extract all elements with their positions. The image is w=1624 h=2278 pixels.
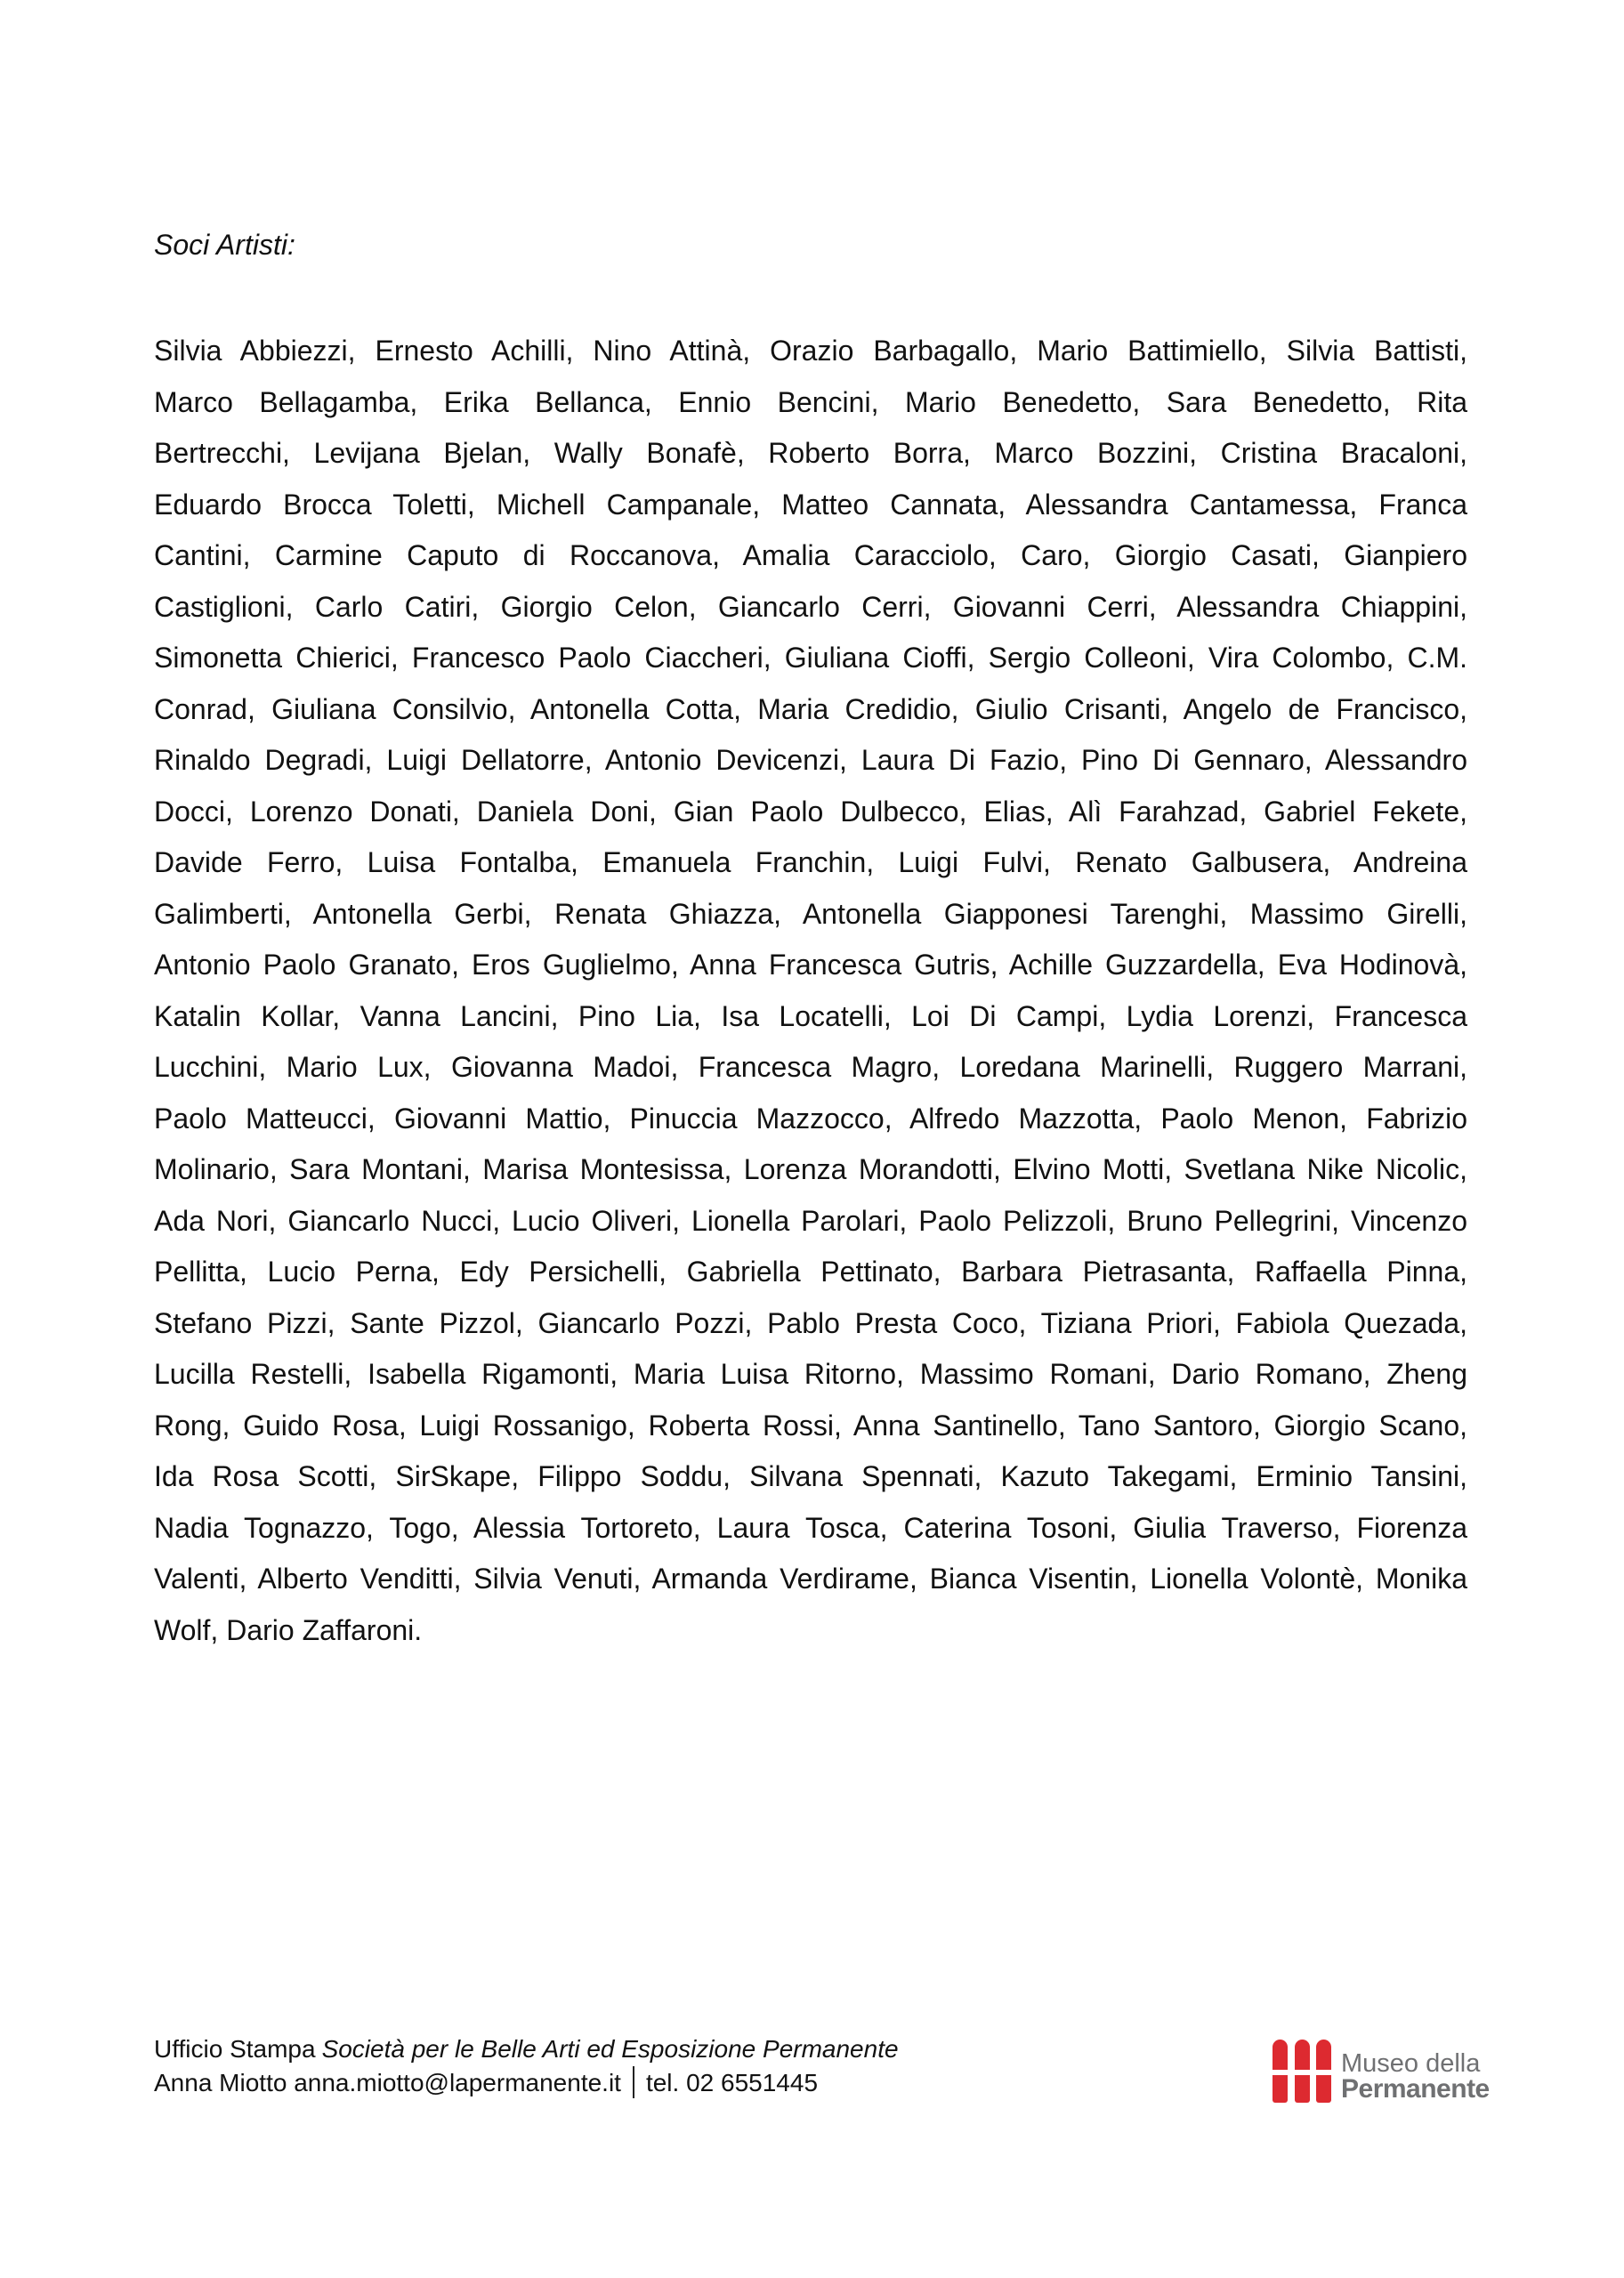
artist-list-line: Valenti, Alberto Venditti, Silvia Venuti, Armanda Verdirame, Bianca Visentin, Lionella Volontè, Monika bbox=[154, 1563, 1467, 1595]
footer-contact: Anna Miotto anna.miotto@lapermanente.it bbox=[154, 2069, 621, 2096]
artist-list-line: Ada Nori, Giancarlo Nucci, Lucio Oliveri, Lionella Parolari, Paolo Pelizzoli, Bruno Pellegrini, Vincenzo bbox=[154, 1204, 1467, 1237]
artist-list-line: Simonetta Chierici, Francesco Paolo Ciaccheri, Giuliana Cioffi, Sergio Colleoni, Vira Colombo, C.M. bbox=[154, 642, 1467, 674]
artist-list-line: Pellitta, Lucio Perna, Edy Persichelli, Gabriella Pettinato, Barbara Pietrasanta, Raffaella Pinna, bbox=[154, 1256, 1467, 1288]
artist-list-line: Antonio Paolo Granato, Eros Guglielmo, Anna Francesca Gutris, Achille Guzzardella, Eva Hodinovà, bbox=[154, 949, 1467, 981]
museo-permanente-logo bbox=[1273, 2040, 1490, 2103]
footer-line2 bbox=[154, 2066, 899, 2100]
museo-permanente-logo-icon bbox=[1273, 2040, 1331, 2103]
artist-list-line: Bertrecchi, Levijana Bjelan, Wally Bonafè, Roberto Borra, Marco Bozzini, Cristina Bracaloni, bbox=[154, 437, 1467, 469]
artist-list-line: Katalin Kollar, Vanna Lancini, Pino Lia, Isa Locatelli, Loi Di Campi, Lydia Lorenzi, Francesca bbox=[154, 999, 1467, 1032]
footer-line1 bbox=[154, 2032, 899, 2066]
artist-list bbox=[154, 326, 1467, 1656]
artist-list-line: Eduardo Brocca Toletti, Michell Campanale, Matteo Cannata, Alessandra Cantamessa, Franca bbox=[154, 488, 1467, 521]
artist-list-line: Marco Bellagamba, Erika Bellanca, Ennio Bencini, Mario Benedetto, Sara Benedetto, Rita bbox=[154, 385, 1467, 418]
artist-list-line: Rong, Guido Rosa, Luigi Rossanigo, Roberta Rossi, Anna Santinello, Tano Santoro, Giorgio Scano, bbox=[154, 1409, 1467, 1442]
artist-list-line: Cantini, Carmine Caputo di Roccanova, Amalia Caracciolo, Caro, Giorgio Casati, Gianpiero bbox=[154, 539, 1467, 571]
artist-list-line: Castiglioni, Carlo Catiri, Giorgio Celon, Giancarlo Cerri, Giovanni Cerri, Alessandra Chiappini, bbox=[154, 590, 1467, 623]
artist-list-line: Wolf, Dario Zaffaroni. bbox=[154, 1613, 423, 1646]
artist-list-line: Docci, Lorenzo Donati, Daniela Doni, Gian Paolo Dulbecco, Elias, Alì Farahzad, Gabriel Fekete, bbox=[154, 795, 1467, 828]
artist-list-line: Stefano Pizzi, Sante Pizzol, Giancarlo Pozzi, Pablo Presta Coco, Tiziana Priori, Fabiola Quezada, bbox=[154, 1306, 1467, 1339]
artist-list-line: Rinaldo Degradi, Luigi Dellatorre, Antonio Devicenzi, Laura Di Fazio, Pino Di Gennaro, Alessandro bbox=[154, 744, 1467, 776]
footer-separator-bar bbox=[633, 2066, 634, 2098]
logo-text-line2: Permanente bbox=[1341, 2074, 1490, 2104]
artist-list-line: Galimberti, Antonella Gerbi, Renata Ghiazza, Antonella Giapponesi Tarenghi, Massimo Girelli, bbox=[154, 897, 1467, 930]
artist-list-line: Molinario, Sara Montani, Marisa Montesissa, Lorenza Morandotti, Elvino Motti, Svetlana Nike Nicolic, bbox=[154, 1153, 1467, 1185]
artist-list-line: Davide Ferro, Luisa Fontalba, Emanuela Franchin, Luigi Fulvi, Renato Galbusera, Andreina bbox=[154, 846, 1467, 878]
footer-society-name: Società per le Belle Arti ed Esposizione Permanente bbox=[321, 2035, 899, 2063]
artist-list-line: Conrad, Giuliana Consilvio, Antonella Cotta, Maria Credidio, Giulio Crisanti, Angelo de Francisco, bbox=[154, 692, 1467, 725]
logo-text bbox=[1341, 2049, 1490, 2104]
footer-phone: tel. 02 6551445 bbox=[645, 2069, 819, 2096]
footer-office-label: Ufficio Stampa bbox=[154, 2035, 316, 2063]
footer bbox=[154, 2032, 899, 2100]
artist-list-line: Paolo Matteucci, Giovanni Mattio, Pinuccia Mazzocco, Alfredo Mazzotta, Paolo Menon, Fabrizio bbox=[154, 1102, 1467, 1135]
artist-list-line: Nadia Tognazzo, Togo, Alessia Tortoreto, Laura Tosca, Caterina Tosoni, Giulia Traverso, Fiorenza bbox=[154, 1511, 1467, 1544]
artist-list-line: Silvia Abbiezzi, Ernesto Achilli, Nino Attinà, Orazio Barbagallo, Mario Battimiello, Silvia Battisti, bbox=[154, 335, 1467, 367]
section-label: Soci Artisti: bbox=[154, 229, 295, 261]
artist-list-line: Ida Rosa Scotti, SirSkape, Filippo Soddu, Silvana Spennati, Kazuto Takegami, Erminio Tansini, bbox=[154, 1460, 1467, 1492]
artist-list-line: Lucchini, Mario Lux, Giovanna Madoi, Francesca Magro, Loredana Marinelli, Ruggero Marrani, bbox=[154, 1051, 1467, 1083]
logo-horizontal-stripe bbox=[1273, 2070, 1331, 2075]
artist-list-line: Lucilla Restelli, Isabella Rigamonti, Maria Luisa Ritorno, Massimo Romani, Dario Romano, Zheng bbox=[154, 1358, 1467, 1390]
logo-text-line1: Museo della bbox=[1341, 2049, 1481, 2078]
